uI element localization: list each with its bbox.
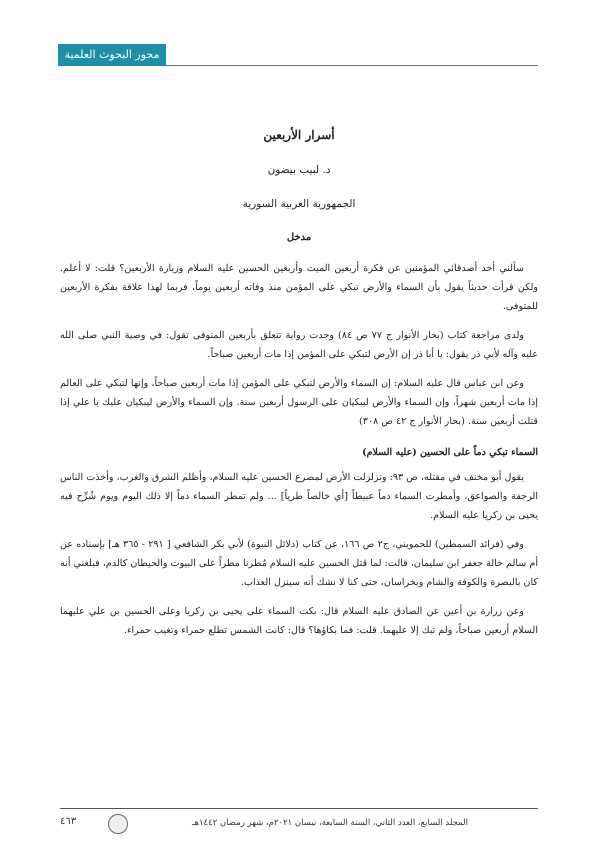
article-title: أسرار الأربعين [263, 128, 335, 142]
paragraph: وعن ابن عباس قال عليه السلام: إن السماء والأرض لتبكي على المؤمن إذا مات أربعين صباحاً، وإنها لتبكي على العالم إذا مات أربعين شهراً، وإن السماء والأرض ليبكيان على الرسول أربعين سنة. وإن السماء والأرض ليبكيان عليك يا علي إذا قتلت أربعين سنة. (بحار الأنوار ج ٤٢ ص ٣٠٨) [60, 378, 538, 427]
paragraph: ولدى مراجعة كتاب (بحار الأنوار ج ٧٧ ص ٨٤) وجدت رواية تتعلق بأربعين المتوفى تقول: في وصية النبي صلى الله عليه وآله لأبي ذر يقول: يا أبا ذر إن الأرض لتبكي على المؤمن إذا مات أربعين صباحاً. [60, 330, 538, 360]
author-name: د. لبيب بيضون [267, 164, 331, 176]
subheading: السماء تبكي دماً على الحسين (عليه السلام) [362, 447, 538, 458]
page-footer [60, 814, 538, 836]
paragraph: وعن زرارة بن أعين عن الصادق عليه السلام قال: بكت السماء على يحيى بن زكريا وعلى الحسين بن علي عليهما السلام أربعين صباحاً، ولم تبك إلا عليهما. قلت: فما بكاؤها؟ قال: كانت الشمس تطلع حمراء وتغيب حمراء. [60, 606, 538, 636]
article-body [60, 128, 538, 650]
author-country: الجمهورية العربية السورية [242, 198, 356, 210]
footer-rule [60, 808, 538, 809]
header-rule [58, 65, 538, 66]
journal-info: المجلد السابع، العدد الثاني، السنة السابعة، نيسان ٢٠٢١م، شهر رمضان ١٤٤٢هـ [191, 818, 468, 828]
page-number: ٤٦٣ [60, 816, 77, 827]
paragraph: يقول أبو مخنف في مقتله، ص ٩٣: وتزلزلت الأرض لمصرع الحسين عليه السلام، وأظلم الشرق والغرب، وأخذت الناس الرجفة والصواعق، وأمطرت السماء دماً عبيطاً [أي خالصاً طرياً] ... ولم تمطر السماء دماً إلا ذلك اليوم ويوم شُرِّح فيه يحيى بن زكريا عليه السلام. [60, 472, 538, 521]
journal-logo-icon [108, 814, 128, 834]
section-heading: مدخل [286, 232, 312, 243]
paragraph: سألني أحد أصدقائي المؤمنين عن فكرة أربعين الميت وأربعين الحسين عليه السلام وزيارة الأربعين؟ قلت: لا أعلم. ولكن قرأت حديثاً يقول بأن السماء والأرض تبكي على المؤمن منذ وفاته أربعين يوماً، فربما لهذا علاقة بفكرة الأربعين للمتوفى. [60, 263, 538, 312]
section-tab: محور البحوث العلمية [58, 44, 166, 66]
paragraph: وفي (فرائد السمطين) للحمويني، ج٢ ص ١٦٦، عن كتاب (دلائل النبوة) لأبي بكر الشافعي [ ٢٩١ - ٣٦٥ هـ] بإسناده عن أم سالم خالة جعفر ابن سليمان، قالت: لما قتل الحسين عليه السلام مُطرنا مطراً على البيوت والحيطان كالدم، فبلغني أنه كان بالبصرة والكوفة والشام وبخراسان، حتى كنا لا نشك أنه سينزل العذاب. [60, 539, 538, 588]
